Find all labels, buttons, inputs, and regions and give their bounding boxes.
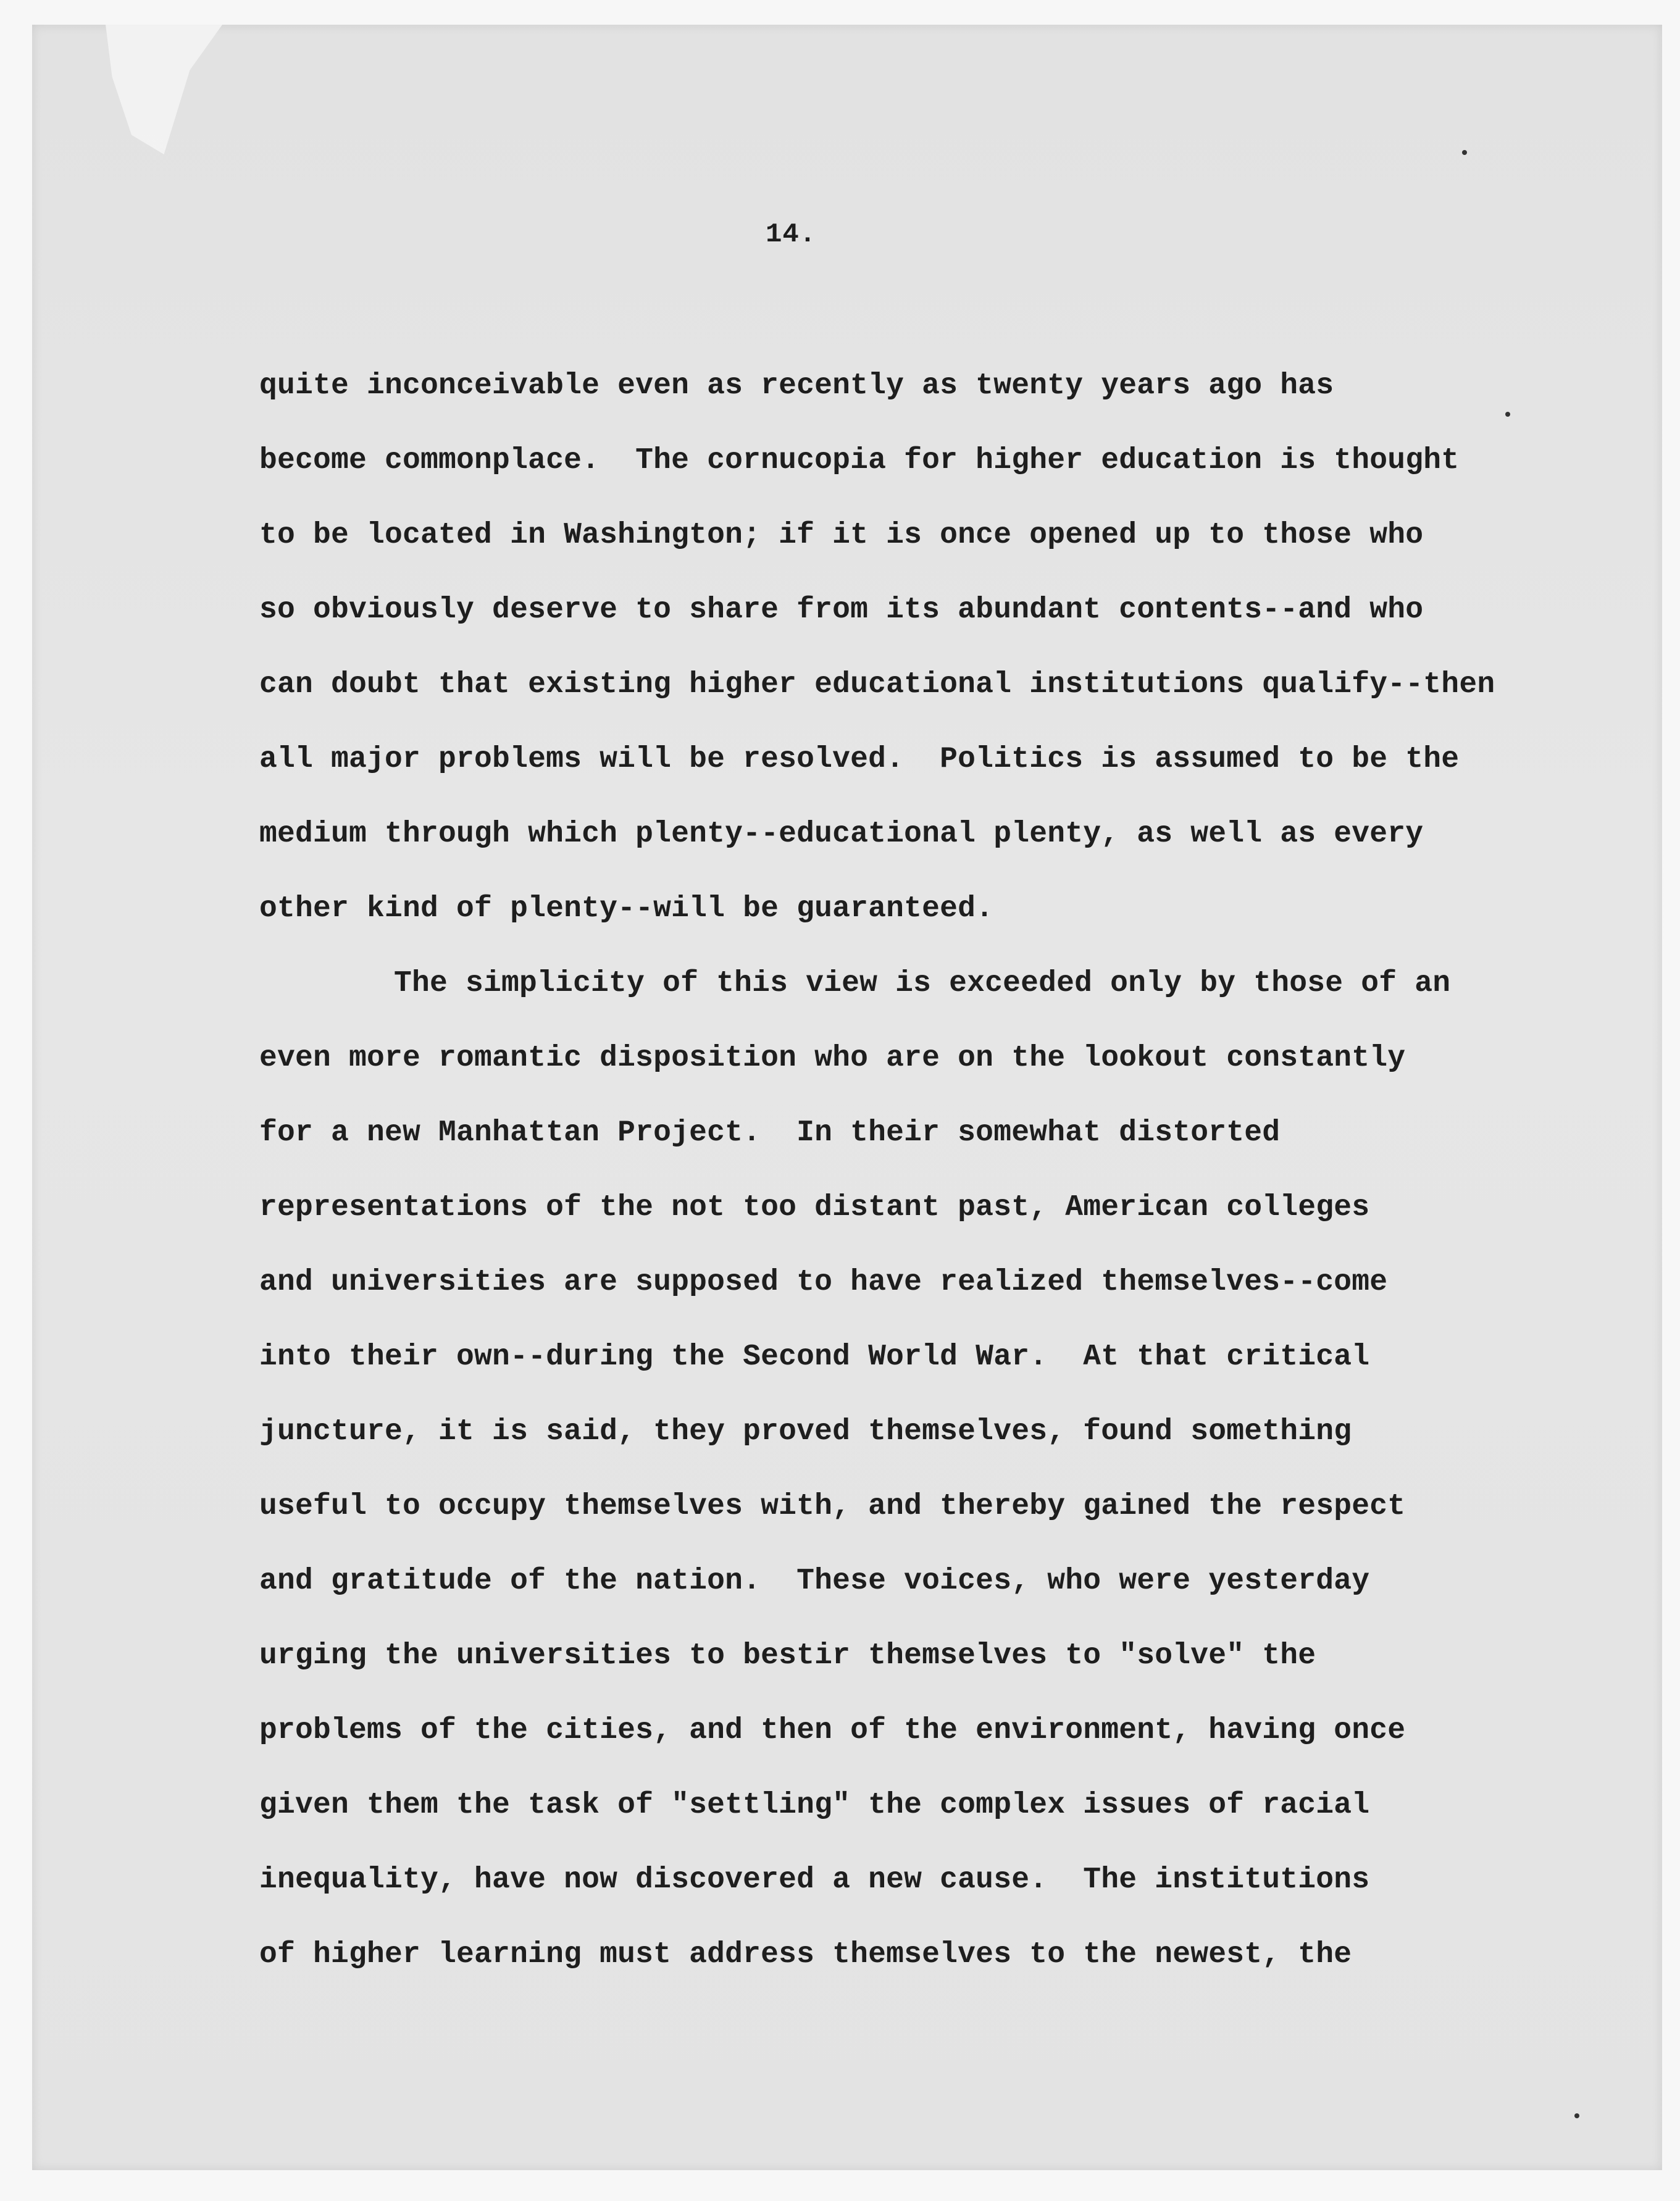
body-text — [259, 364, 1642, 2008]
text-line: medium through which plenty--educational plenty, as well as every — [259, 817, 1424, 851]
text-line: become commonplace. The cornucopia for higher education is thought — [259, 444, 1460, 477]
text-line: useful to occupy themselves with, and thereby gained the respect — [259, 1490, 1406, 1523]
text-line: problems of the cities, and then of the environment, having once — [259, 1714, 1406, 1747]
text-line: juncture, it is said, they proved themselves, found something — [259, 1415, 1352, 1448]
paragraph-first-line: The simplicity of this view is exceeded only by those of an — [394, 967, 1451, 1000]
text-line: so obviously deserve to share from its abundant contents--and who — [259, 593, 1424, 627]
text-line: into their own--during the Second World War. At that critical — [259, 1340, 1370, 1374]
text-line: quite inconceivable even as recently as twenty years ago has — [259, 369, 1334, 403]
text-line: for a new Manhattan Project. In their somewhat distorted — [259, 1116, 1281, 1150]
page-number: 14. — [766, 219, 817, 250]
text-line: and universities are supposed to have realized themselves--come — [259, 1266, 1388, 1299]
text-line: other kind of plenty--will be guaranteed. — [259, 892, 994, 925]
text-line: urging the universities to bestir themselves to "solve" the — [259, 1639, 1316, 1673]
paper-speck — [1462, 150, 1467, 155]
text-line: of higher learning must address themselves to the newest, the — [259, 1938, 1352, 1971]
paper-speck — [1574, 2113, 1579, 2118]
text-line: all major problems will be resolved. Politics is assumed to be the — [259, 743, 1460, 776]
text-line: given them the task of "settling" the complex issues of racial — [259, 1789, 1370, 1822]
text-line: to be located in Washington; if it is once opened up to those who — [259, 519, 1424, 552]
text-line: even more romantic disposition who are on the lookout constantly — [259, 1042, 1406, 1075]
text-line: can doubt that existing higher educational institutions qualify--then — [259, 668, 1495, 701]
text-line: inequality, have now discovered a new cause. The institutions — [259, 1863, 1370, 1897]
text-line: representations of the not too distant past, American colleges — [259, 1191, 1370, 1224]
text-line: and gratitude of the nation. These voices, who were yesterday — [259, 1564, 1370, 1598]
